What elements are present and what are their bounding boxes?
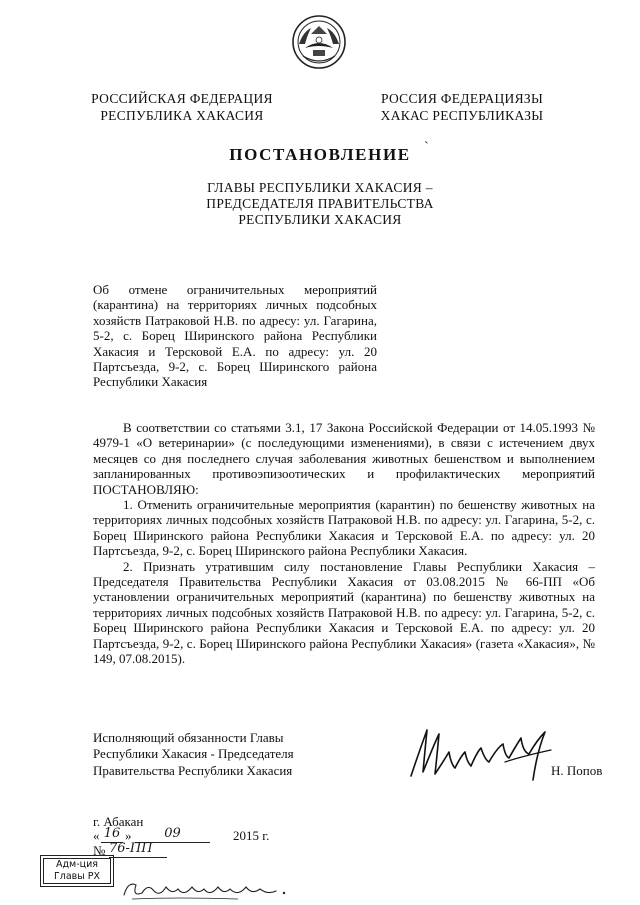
- handwritten-signature-icon: [405, 722, 565, 784]
- title-mark: `: [424, 140, 429, 155]
- document-subject: Об отмене ограничительных мероприятий (карантина) на территориях личных подсобных хозяйств Патраковой Н.В. по адресу: ул. Гагарина, 5-2, с. Борец Ширинского района Республики Хакасия и Терсковой Е.А. по адресу: ул. 20 Партсъезда, 9-2, с. Борец Ширинского района Республики Хакасия: [93, 282, 377, 390]
- stamp-line1: Адм-ция: [55, 859, 99, 870]
- body-paragraph-2: 1. Отменить ограничительные мероприятия (карантин) по бешенству животных на территориях личных подсобных хозяйств Патраковой Н.В. по адресу: ул. Гагарина, 5-2, с. Борец Ширинского района Республики Хакасия и Терсковой Е.А. по адресу: ул. 20 Партсъезда, 9-2, с. Борец Ширинского района Республики Хакасия.: [93, 497, 595, 559]
- registration-stamp: [40, 855, 114, 887]
- signatory-title: [93, 730, 294, 779]
- document-title: ПОСТАНОВЛЕНИЕ: [229, 145, 411, 164]
- subtitle-line1: ГЛАВЫ РЕСПУБЛИКИ ХАКАСИЯ –: [207, 180, 433, 195]
- place-of-issue: г. Абакан: [93, 814, 144, 829]
- handwritten-note-icon: [118, 875, 298, 903]
- header-left-line2: РЕСПУБЛИКА ХАКАСИЯ: [100, 108, 264, 123]
- date-day: 16: [101, 826, 123, 843]
- coat-of-arms-icon: [291, 14, 347, 70]
- document-body: [93, 420, 595, 667]
- date-open-quote: «: [93, 828, 100, 843]
- header-right: [362, 90, 562, 124]
- signatory-line3: Правительства Республики Хакасия: [93, 762, 293, 778]
- subtitle-line3: РЕСПУБЛИКИ ХАКАСИЯ: [238, 212, 402, 227]
- header-left: [82, 90, 282, 124]
- subtitle-line2: ПРЕДСЕДАТЕЛЯ ПРАВИТЕЛЬСТВА: [206, 196, 434, 211]
- date-month: 09: [135, 826, 210, 843]
- signatory-name: Н. Попов: [551, 763, 603, 778]
- header-left-line1: РОССИЙСКАЯ ФЕДЕРАЦИЯ: [91, 91, 273, 106]
- signatory-line2: Республики Хакасия - Председателя: [93, 746, 294, 762]
- stamp-line2: Главы РХ: [53, 871, 101, 882]
- document-subtitle: [150, 180, 490, 228]
- signatory-line1: Исполняющий обязанности Главы: [93, 730, 284, 745]
- document-number: 76-ПП: [109, 841, 167, 858]
- date-close-quote: »: [125, 828, 132, 843]
- date-year: 2015 г.: [233, 828, 270, 843]
- header-right-line2: ХАКАС РЕСПУБЛИКАЗЫ: [380, 108, 544, 123]
- body-paragraph-1: В соответствии со статьями 3.1, 17 Закона Российской Федерации от 14.05.1993 № 4979-1 «О ветеринарии» (с последующими изменениями), в связи с истечением двух месяцев со дня последнего случая заболевания животных бешенством и выполнением запланированных противоэпизоотических и профилактических мероприятий ПОСТАНОВЛЯЮ:: [93, 420, 595, 497]
- header-right-line1: РОССИЯ ФЕДЕРАЦИЯЗЫ: [380, 91, 544, 106]
- body-paragraph-3: 2. Признать утратившим силу постановление Главы Республики Хакасия – Председателя Правительства Республики Хакасия от 03.08.2015 № 66-ПП «Об установлении ограничительных мероприятий (карантина) по бешенству животных на территориях личных подсобных хозяйств Патраковой Н.В. по адресу: ул. Гагарина, 5-2, с. Борец Ширинского района Республики Хакасия и Терсковой Е.А. по адресу: ул. 20 Партсъезда, 9-2, с. Борец Ширинского района Республики Хакасия» (газета «Хакасия», № 149, 07.08.2015).: [93, 558, 595, 667]
- number-prefix: №: [93, 843, 106, 858]
